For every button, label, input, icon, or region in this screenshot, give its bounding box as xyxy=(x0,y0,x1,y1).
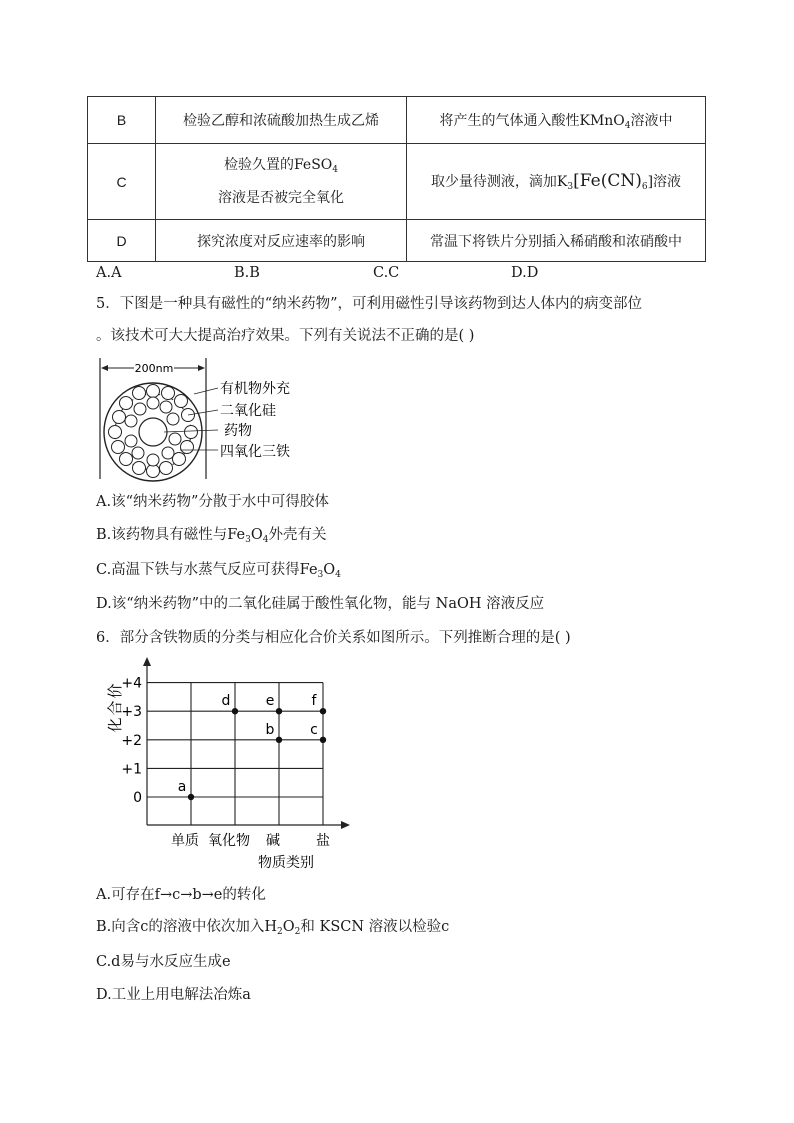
label-drug: 药物 xyxy=(224,423,252,439)
table-row xyxy=(88,220,706,262)
nanoparticle xyxy=(120,397,133,410)
nanoparticle xyxy=(181,441,194,454)
q5-option-a[interactable]: A.该“纳米药物”分散于水中可得胶体 xyxy=(96,494,329,510)
point-b xyxy=(276,737,282,743)
table-row xyxy=(88,97,706,144)
nanoparticle xyxy=(125,435,137,447)
q5-option-d[interactable]: D.该“纳米药物”中的二氧化硅属于酸性氧化物，能与 NaOH 溶液反应 xyxy=(96,596,545,612)
choice-d[interactable]: D.D xyxy=(511,265,539,281)
q5-stem-line1: 5．下图是一种具有磁性的“纳米药物”，可利用磁性引导该药物到达人体内的病变部位 xyxy=(96,296,643,312)
experiment-purpose: 探究浓度对反应速率的影响 xyxy=(156,220,407,262)
nano-drug-diagram xyxy=(96,355,316,485)
y-tick-label: +1 xyxy=(121,761,142,778)
dimension-label: 200nm xyxy=(134,362,174,375)
nanoparticle xyxy=(169,433,181,445)
point-label-b: b xyxy=(265,721,275,738)
q6-option-a[interactable]: A.可存在f→c→b→e的转化 xyxy=(96,887,266,903)
nanoparticle xyxy=(162,387,175,400)
choice-a[interactable]: A.A xyxy=(96,265,122,281)
q6-stem: 6．部分含铁物质的分类与相应化合价关系如图所示。下列推断合理的是( ) xyxy=(96,630,571,646)
point-e xyxy=(276,708,282,714)
point-label-c: c xyxy=(310,721,318,738)
row-label: C xyxy=(88,144,156,220)
nanoparticle xyxy=(109,426,122,439)
q5-option-b[interactable]: B.该药物具有磁性与$Fe_3O_4$外壳有关 xyxy=(96,527,327,545)
point-label-e: e xyxy=(265,693,275,710)
nanoparticle xyxy=(162,447,174,459)
nanoparticle xyxy=(147,397,159,409)
x-tick-label: 单质 xyxy=(171,833,199,849)
nanoparticle xyxy=(120,453,133,466)
label-fe3o4: 四氧化三铁 xyxy=(220,444,290,460)
nanoparticle xyxy=(125,415,137,427)
y-tick-label: +4 xyxy=(121,675,142,692)
valence-chart xyxy=(100,655,365,875)
row-label: D xyxy=(88,220,156,262)
experiment-method: 将产生的气体通入酸性KMnO$_4$溶液中 xyxy=(407,97,706,144)
nanoparticle xyxy=(133,462,146,475)
q6-option-d[interactable]: D.工业上用电解法冶炼a xyxy=(96,987,251,1003)
nanoparticle xyxy=(167,413,179,425)
nanoparticle xyxy=(147,385,160,398)
table-row xyxy=(88,144,706,220)
q5-option-c[interactable]: C.高温下铁与水蒸气反应可获得$Fe_3O_4$ xyxy=(96,562,341,580)
choice-c[interactable]: C.C xyxy=(373,265,400,281)
nanoparticle xyxy=(160,462,173,475)
q6-option-b[interactable]: B.向含c的溶液中依次加入$H_2O_2$和 KSCN 溶液以检验c xyxy=(96,919,450,937)
point-d xyxy=(232,708,238,714)
svg-text:价: 价 xyxy=(106,683,124,699)
q6-option-c[interactable]: C.d易与水反应生成e xyxy=(96,954,231,970)
nanoparticle xyxy=(134,403,146,415)
nanoparticle xyxy=(147,454,159,466)
point-label-a: a xyxy=(177,779,187,795)
nanoparticle xyxy=(132,447,144,459)
x-tick-label: 氧化物 xyxy=(208,833,250,849)
label-silica: 二氧化硅 xyxy=(220,403,276,419)
experiment-purpose: 检验乙醇和浓硫酸加热生成乙烯 xyxy=(156,97,407,144)
y-tick-label: +2 xyxy=(121,732,142,749)
row-label: B xyxy=(88,97,156,144)
nanoparticle xyxy=(173,453,186,466)
label-organic-shell: 有机物外充 xyxy=(220,381,290,397)
svg-text:化: 化 xyxy=(106,717,124,733)
experiment-purpose: 检验久置的FeSO$_4$ 溶液是否被完全氧化 xyxy=(156,144,407,220)
experiment-method: 常温下将铁片分别插入稀硝酸和浓硝酸中 xyxy=(407,220,706,262)
experiment-method: 取少量待测液，滴加$K_3[Fe(CN)_6]$溶液 xyxy=(407,144,706,220)
nanoparticle xyxy=(185,426,198,439)
nanoparticle xyxy=(160,401,172,413)
y-tick-label: 0 xyxy=(133,790,142,806)
x-axis-label: 物质类别 xyxy=(258,855,314,871)
point-a xyxy=(188,794,194,800)
point-label-f: f xyxy=(311,693,317,710)
y-tick-label: +3 xyxy=(121,704,142,721)
q5-stem-line2: 。该技术可大大提高治疗效果。下列有关说法不正确的是( ) xyxy=(96,328,475,344)
choice-b[interactable]: B.B xyxy=(234,265,260,281)
nanoparticle xyxy=(175,395,188,408)
nanoparticle xyxy=(133,387,146,400)
point-label-d: d xyxy=(221,693,231,710)
x-tick-label: 碱 xyxy=(266,833,280,849)
q4-choices xyxy=(96,265,696,283)
svg-text:合: 合 xyxy=(106,700,124,716)
point-c xyxy=(320,737,326,743)
nanoparticle xyxy=(112,441,125,454)
nanoparticle xyxy=(113,411,126,424)
q4-options-table xyxy=(87,96,706,262)
x-tick-label: 盐 xyxy=(316,833,330,849)
point-f xyxy=(320,708,326,714)
